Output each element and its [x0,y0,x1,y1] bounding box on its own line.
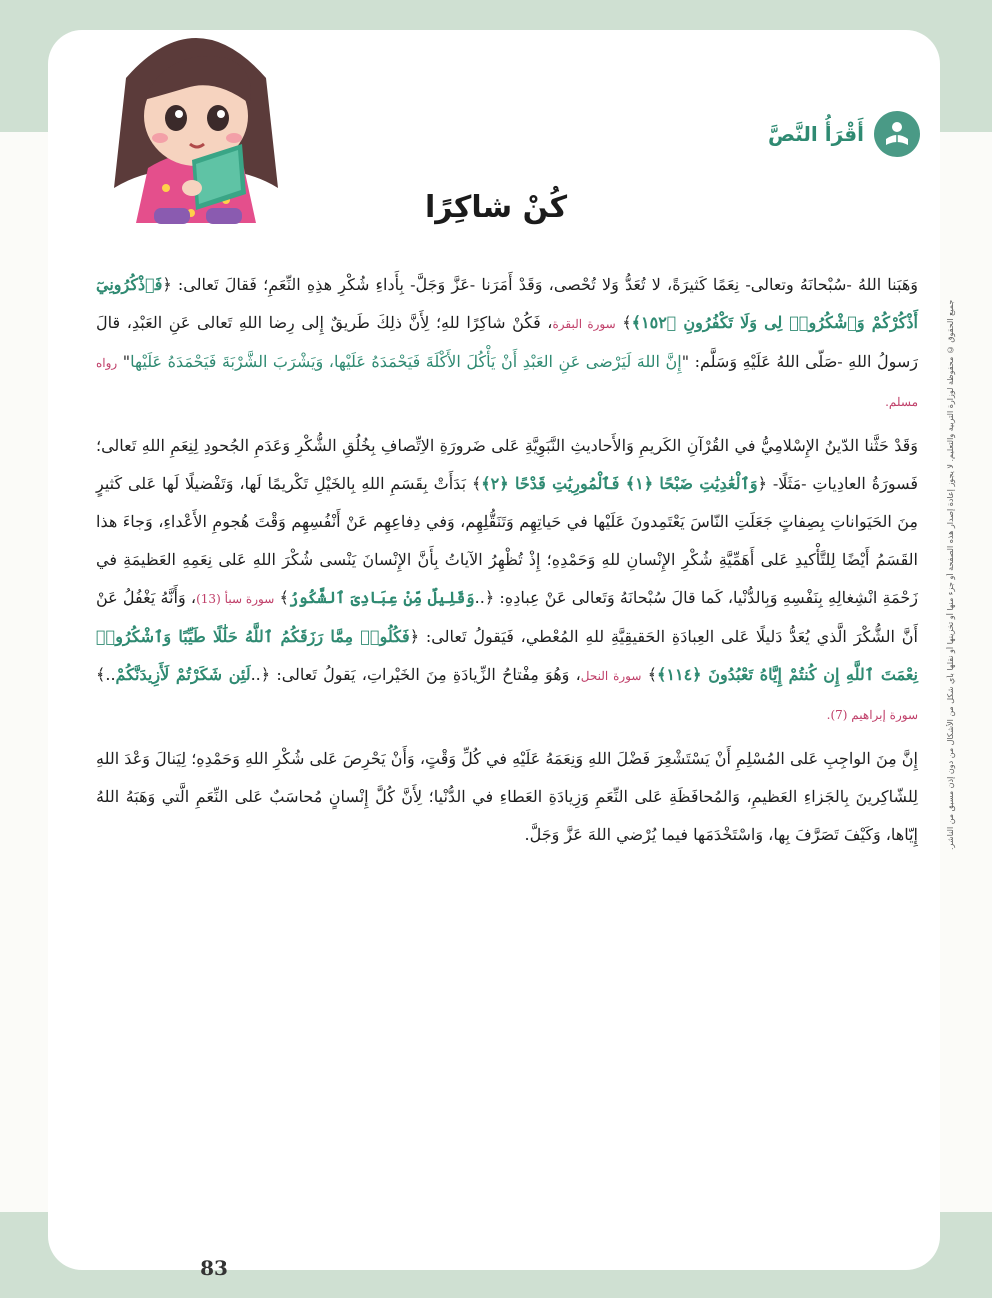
text-segment: " [117,352,131,371]
paragraph-2 [96,427,918,734]
page-number: 83 [200,1256,228,1280]
text-segment: ﴾ [274,588,289,607]
text-segment: ..﴾ [96,665,116,684]
verse-reference: سورة إبراهيم (7). [826,708,918,722]
text-segment: ﴾ [641,665,658,684]
text-segment: ﴾ [615,313,632,332]
lesson-body [96,266,918,860]
reading-person-icon [874,111,920,157]
quran-verse: فَكُلُوا۟ مِمَّا رَزَقَكُمُ ٱللَّهُ حَلَٰلًا طَيِّبًا وَٱشْكُرُوا۟ نِعْمَتَ ٱللَّهِ إِن كُنتُمْ إِيَّاهُ تَعْبُدُونَ ﴿١١٤﴾ [96,627,918,684]
text-segment: ﴾ بَدَأَتْ بِقَسَمِ اللهِ بِالخَيْلِ تَكْريمًا لَها، وَتَفْضيلًا لَها عَلى كَثيرٍ مِنَ الحَيَواناتِ بِصِفاتٍ جَعَلَتِ النّاسَ يَعْتَمِدونَ عَلَيْها في حَياتِهِم وَتَنَقُّلِهِم، وَفي دِفاعِهِم عَنْ أَنْفُسِهِم وَقْتَ هُجومِ الأَعْداءِ، وَجاءَ هذا القَسَمُ أَيْضًا لِلتَّأْكيدِ عَلى أَهَمِّيَّةِ شُكْرِ الإِنْسانِ للهِ وَحَمْدِهِ؛ إِذْ تُظْهِرُ الآياتُ بِأَنَّ الإِنْسانَ يَنْسى شُكْرَ اللهِ عَلى نِعَمِهِ العَظيمَةِ في زَحْمَةِ انْشِغالِهِ بِنَفْسِهِ وَبِالدُّنْيا، كَما قالَ سُبْحانَهُ وَتَعالى عَنْ عِبادِهِ: ﴿.. [96,474,918,607]
section-title: أَقْرَأُ النَّصَّ [767,122,864,146]
section-header [760,108,920,160]
verse-reference: سورة سبأ (13) [196,592,275,606]
quran-verse: فَٱذْكُرُونِيٓ أَذْكُرْكُمْ وَٱشْكُرُوا۟ لِى وَلَا تَكْفُرُونِ ﴿١٥٢﴾ [96,275,918,332]
text-segment: إِنَّ مِنَ الواجِبِ عَلى المُسْلِمِ أَنْ يَسْتَشْعِرَ فَضْلَ اللهِ وَنِعَمَهُ عَلَيْهِ في كُلِّ وَقْتٍ، وَأَنْ يَحْرِصَ عَلى شُكْرِ اللهِ وَحَمْدِهِ؛ لِيَنالَ وَعْدَ اللهِ لِلشّاكِرينَ بِالجَزاءِ العَظيمِ، وَالمُحافَظَةِ عَلى النِّعَمِ وَزِيادَةِ العَطاءِ في الدُّنْيا؛ لِأَنَّ كُلَّ إِنْسانٍ مُحاسَبٌ عَلى النِّعَمِ الَّتي وَهَبَهُ اللهُ إِيّاها، وَكَيْفَ تَصَرَّفَ بِها، وَاسْتَخْدَمَها فيما يُرْضي اللهَ عَزَّ وَجَلَّ. [96,749,918,844]
hadith-reference: رواه مسلم. [96,356,918,409]
text-segment: ، فَكُنْ شاكِرًا للهِ؛ لِأَنَّ ذلِكَ طَريقٌ إِلى رِضا اللهِ تَعالى عَنِ العَبْدِ، قالَ رَسولُ اللهِ -صَلّى اللهُ عَلَيْهِ وَسَلَّم: " [96,313,919,371]
verse-reference: سورة النحل [580,669,642,683]
text-segment: ، وَأَنَّهُ يَغْفُلُ عَنْ أَنَّ الشُّكْرَ الَّذي يُعَدُّ دَليلًا عَلى العِبادَةِ الحَقيقِيَّةِ للهِ المُعْطي، فَيَقولُ تَعالى: ﴿ [96,588,918,646]
paragraph-1 [96,266,918,421]
quran-verse: وَٱلْعَٰدِيَٰتِ ضَبْحًا ﴿١﴾ فَٱلْمُورِيَٰتِ قَدْحًا ﴿٢﴾ [481,474,758,493]
text-segment: وَقَدْ حَثَّنا الدّينُ الإِسْلامِيُّ في القُرْآنِ الكَريمِ وَالأَحاديثِ النَّبَوِيَّةِ عَلى ضَرورَةِ الاِتِّصافِ بِخُلُقِ الشُّكْرِ وَعَدَمِ الجُحودِ لِنِعَمِ اللهِ تَعالى؛ فَسورَةُ العادِياتِ -مَثَلًا- ﴿ [96,436,919,493]
girl-reading-book-illustration [96,18,296,230]
verse-reference: سورة البقرة [552,317,616,331]
hadith-text: إِنَّ اللهَ لَيَرْضى عَنِ العَبْدِ أَنْ يَأْكُلَ الأَكْلَةَ فَيَحْمَدَهُ عَلَيْها، وَيَشْرَبَ الشَّرْبَةَ فَيَحْمَدَهُ عَلَيْها [130,352,682,371]
copyright-side-note: جميع الحقوق © محفوظة لوزارة التربية والتعليم. لا يجوز إعادة إصدار هذه الصفحة أو جزء منها أو تخزينها أو نقلها بأي شكل من الأشكال من دون إذن مسبق من الناشر. [946,300,955,851]
quran-verse: وَقَلِيلٌ مِّنْ عِبَادِىَ ٱلشَّكُورُ [288,588,475,607]
paragraph-3 [96,740,918,854]
quran-verse: لَئِن شَكَرْتُمْ لَأَزِيدَنَّكُمْ [115,665,251,684]
text-segment: وَهَبَنا اللهُ -سُبْحانَهُ وتعالى- نِعَمًا كَثيرَةً، لا تُعَدُّ وَلا تُحْصى، وَقَدْ أَمَرَنا -عَزَّ وَجَلَّ- بِأَداءِ شُكْرِ هذِهِ النِّعَمِ؛ فَقالَ تَعالى: ﴿ [162,275,918,294]
text-segment: ، وَهُوَ مِفْتاحُ الزِّيادَةِ مِنَ الخَيْراتِ، يَقولُ تَعالى: ﴿.. [250,665,581,684]
lesson-title: كُنْ شاكِرًا [424,190,568,225]
